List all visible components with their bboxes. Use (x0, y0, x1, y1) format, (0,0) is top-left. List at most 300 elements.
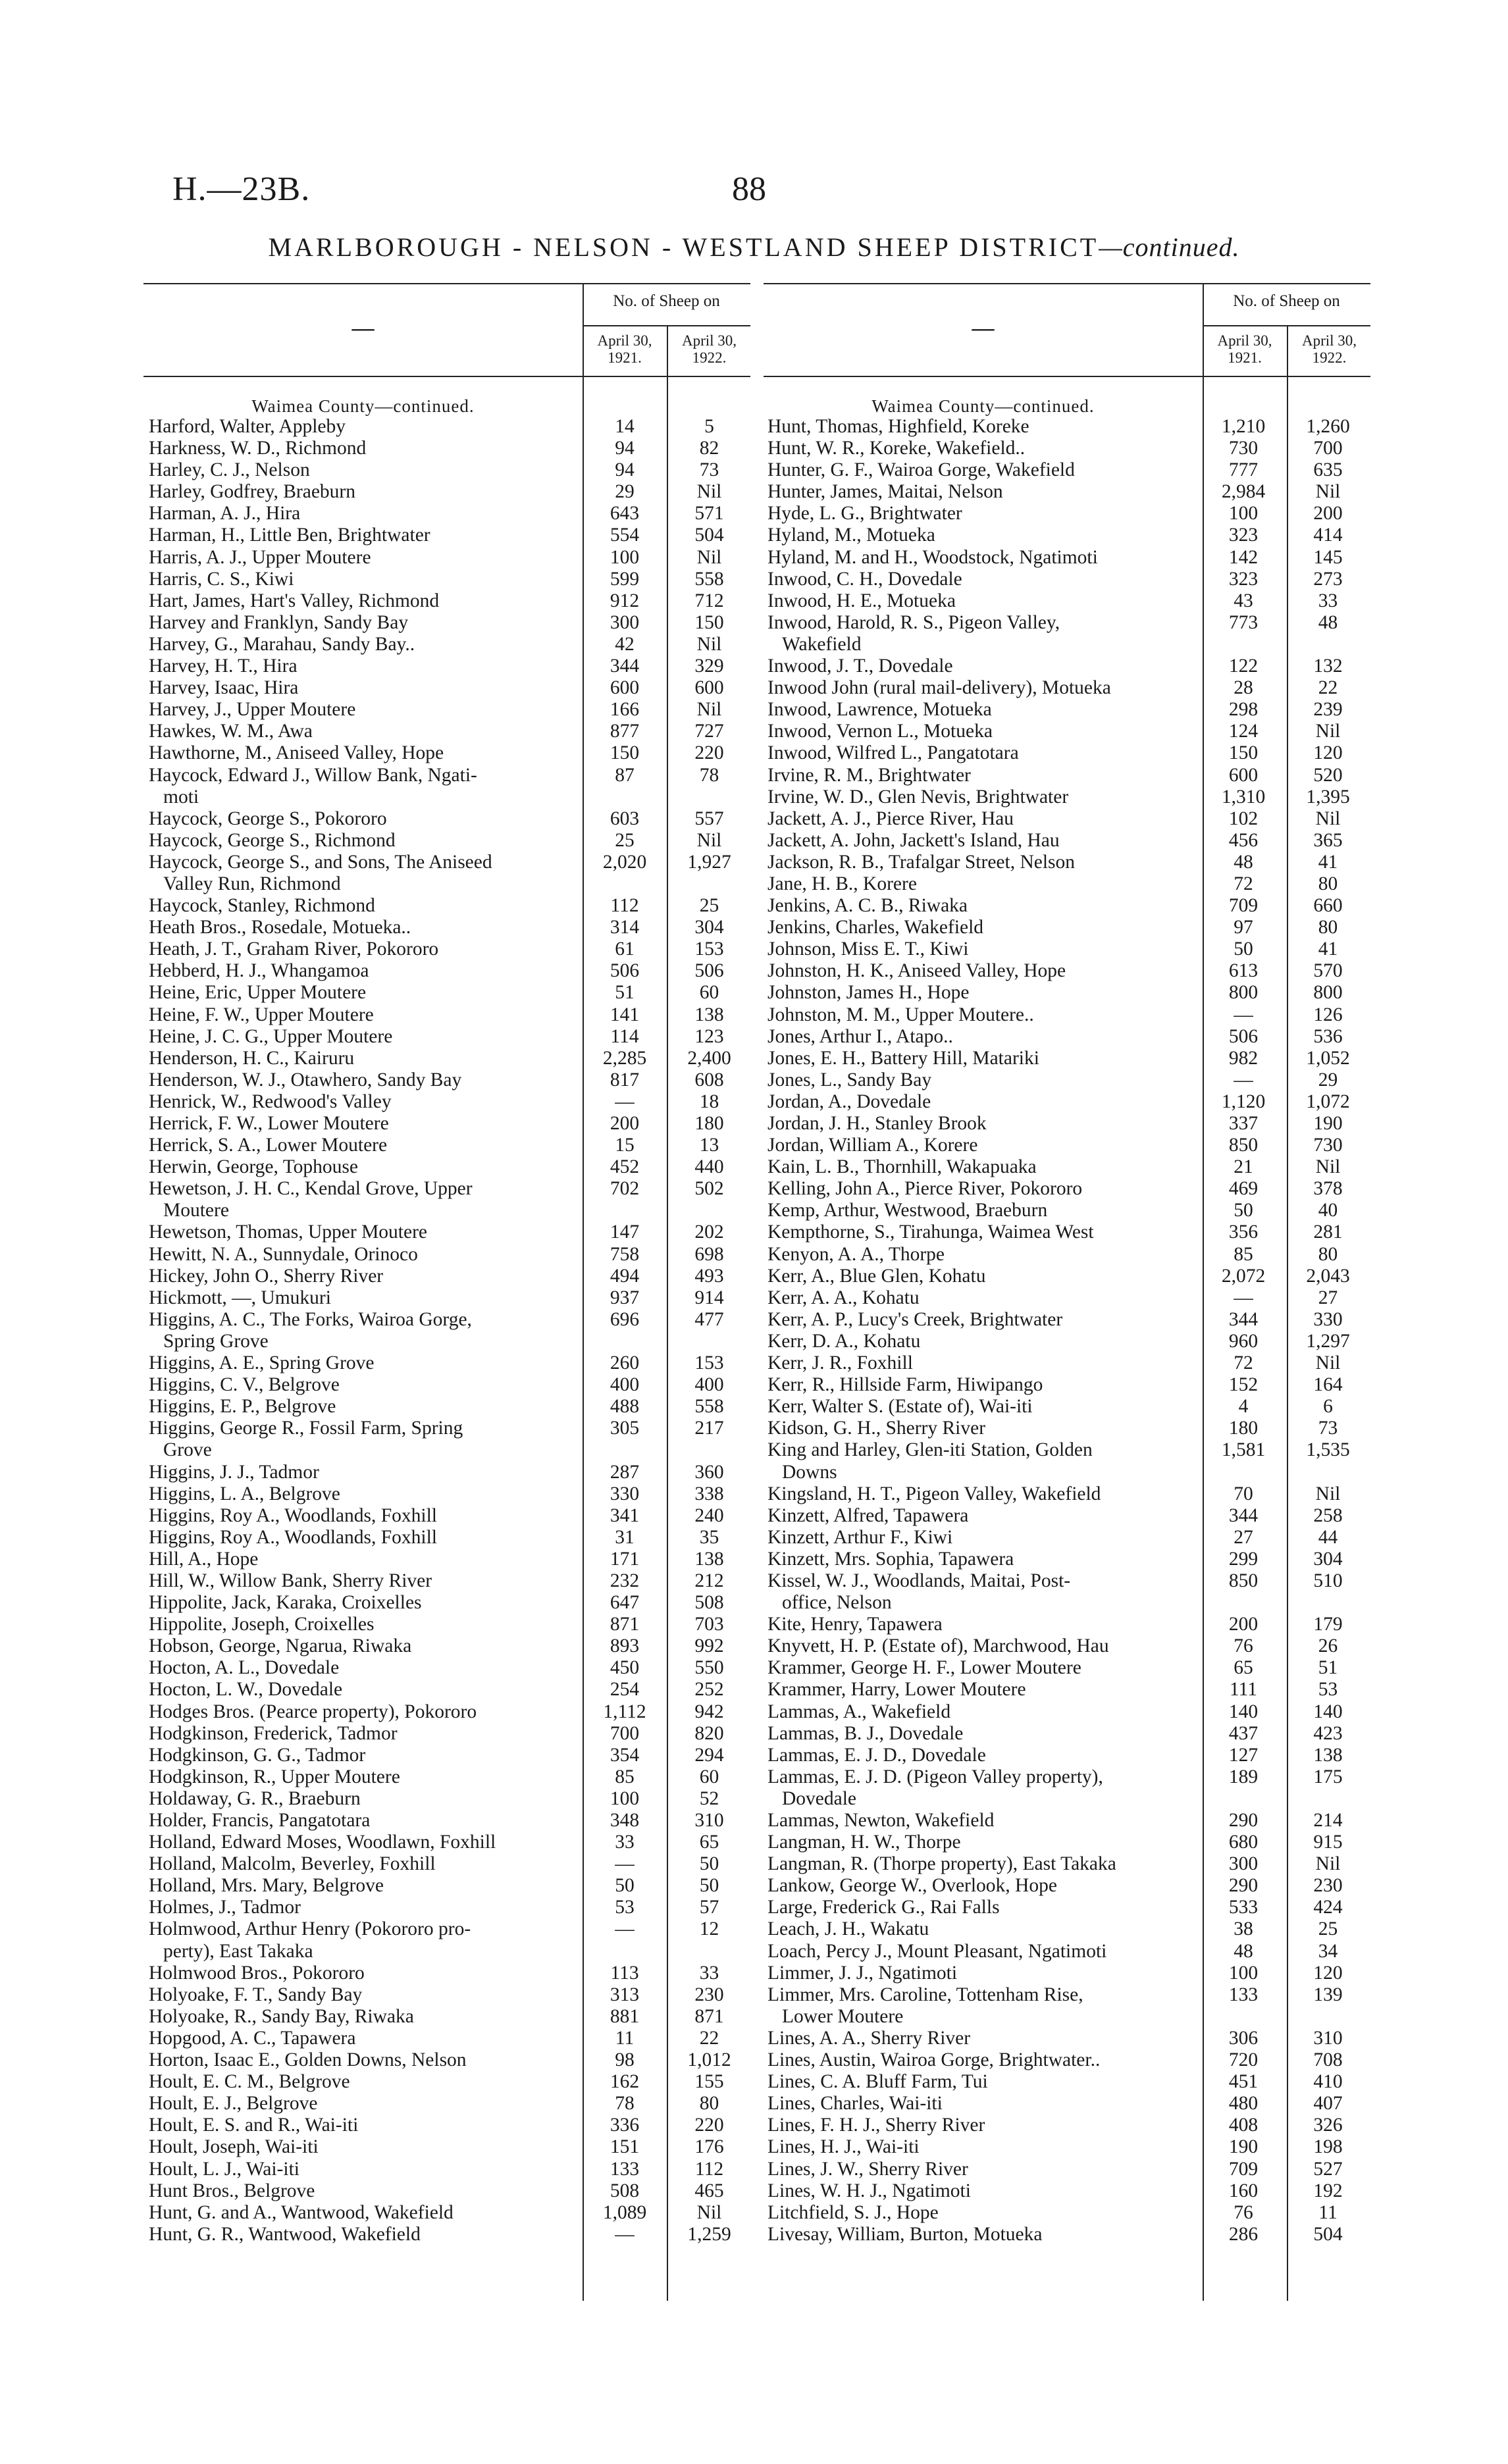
sheep-1922: 600 (694, 677, 724, 699)
owner-name: Kidson, G. H., Sherry River (767, 1418, 986, 1439)
sheep-1921: 180 (1228, 1418, 1259, 1439)
table-row (149, 1244, 750, 1266)
owner-name: Kinzett, Alfred, Tapawera (767, 1504, 969, 1526)
table-row (767, 1984, 1370, 2006)
sheep-1921: 554 (610, 525, 640, 546)
table-row (767, 808, 1370, 830)
sheep-1922: 22 (1318, 677, 1338, 699)
sheep-1922: 558 (694, 568, 724, 590)
table-row (149, 982, 750, 1004)
sheep-1922: 1,535 (1306, 1439, 1350, 1461)
sheep-1922: 708 (1313, 2049, 1343, 2071)
table-row (149, 1505, 750, 1527)
table-row (767, 938, 1370, 960)
sheep-1921: 1,581 (1221, 1439, 1266, 1461)
table-row (149, 1766, 750, 1788)
owner-name: Kinzett, Mrs. Sophia, Tapawera (767, 1548, 1014, 1570)
owner-name: Kerr, A., Blue Glen, Kohatu (767, 1265, 986, 1287)
owner-name: Hart, James, Hart's Valley, Richmond (149, 590, 440, 611)
owner-name: Large, Frederick G., Rai Falls (767, 1897, 1000, 1918)
sheep-1922: Nil (1315, 1853, 1341, 1875)
table-row (767, 503, 1370, 525)
sheep-1922: 1,297 (1306, 1330, 1350, 1352)
table-row (149, 1026, 750, 1048)
sheep-1921: 680 (1228, 1832, 1259, 1853)
table-row (767, 2006, 1370, 2028)
sheep-1922: 138 (1313, 1744, 1343, 1766)
owner-name: Holyoake, F. T., Sandy Bay (149, 1984, 363, 2005)
owner-name: Herrick, F. W., Lower Moutere (149, 1113, 389, 1134)
sheep-1921: 141 (610, 1004, 640, 1025)
sheep-1922: 192 (1313, 2180, 1343, 2201)
owner-name: Knyvett, H. P. (Estate of), Marchwood, Hau (767, 1635, 1109, 1657)
sheep-1921: 38 (1234, 1918, 1253, 1940)
sheep-1922: 120 (1313, 1962, 1343, 1984)
sheep-1921: 51 (615, 982, 635, 1004)
sheep-1922: 477 (694, 1308, 724, 1330)
table-row (149, 655, 750, 677)
sheep-1921: 31 (615, 1526, 635, 1548)
owner-name: Leach, J. H., Wakatu (767, 1918, 929, 1940)
sheep-1922: 155 (694, 2071, 724, 2093)
sheep-1921: 702 (610, 1178, 640, 1200)
table-row (149, 1200, 750, 1221)
table-row (149, 1592, 750, 1614)
sheep-1922: 1,052 (1306, 1047, 1350, 1069)
sheep-1922: 164 (1313, 1374, 1343, 1396)
table-row (149, 1156, 750, 1178)
table-row (149, 1549, 750, 1570)
sheep-1921: 456 (1228, 829, 1259, 851)
table-row (767, 699, 1370, 721)
sheep-1921: 14 (615, 416, 635, 437)
right-section-heading: Waimea County—continued. (871, 396, 1095, 416)
sheep-1922: 1,260 (1306, 416, 1350, 437)
sheep-1922: 212 (694, 1570, 724, 1591)
sheep-1921: 78 (615, 2093, 635, 2115)
sheep-1921: 871 (610, 1614, 640, 1635)
owner-name: Jenkins, Charles, Wakefield (767, 917, 984, 938)
table-row (149, 2180, 750, 2202)
right-owner-list (767, 416, 1370, 2246)
table-row (767, 1113, 1370, 1135)
sheep-1922: 200 (1313, 503, 1343, 525)
left-top-rule (143, 283, 750, 284)
table-row (149, 525, 750, 546)
sheep-1922: Nil (696, 699, 722, 721)
sheep-1922: 915 (1313, 1832, 1343, 1853)
table-row (767, 1221, 1370, 1243)
owner-name: Higgins, E. P., Belgrove (149, 1396, 336, 1418)
sheep-1921: 337 (1228, 1113, 1259, 1134)
sheep-1921: 11 (615, 2027, 635, 2049)
owner-name: Kissel, W. J., Woodlands, Maitai, Post- (767, 1570, 1071, 1591)
table-row (767, 982, 1370, 1004)
sheep-1922: 60 (699, 1766, 719, 1787)
sheep-1922: 423 (1313, 1722, 1343, 1744)
owner-name: Harris, C. S., Kiwi (149, 568, 294, 590)
sheep-1922: 558 (694, 1396, 724, 1418)
sheep-1921: 150 (1228, 742, 1259, 764)
sheep-1922: 220 (694, 2115, 724, 2136)
owner-name: Kerr, A. A., Kohatu (767, 1287, 920, 1308)
owner-name: Horton, Isaac E., Golden Downs, Nelson (149, 2049, 467, 2071)
table-row (149, 721, 750, 742)
sheep-1922: 424 (1313, 1897, 1343, 1918)
table-row (767, 438, 1370, 459)
sheep-1921: 709 (1228, 895, 1259, 917)
table-row (149, 1309, 750, 1331)
table-row (767, 1614, 1370, 1635)
sheep-1921: 2,984 (1221, 481, 1266, 503)
table-row (767, 1832, 1370, 1853)
sheep-1922: 310 (1313, 2027, 1343, 2049)
owner-name: Kinzett, Arthur F., Kiwi (767, 1526, 953, 1548)
sheep-1921: 937 (610, 1287, 640, 1308)
sheep-1922: 12 (699, 1918, 719, 1940)
sheep-1921: 893 (610, 1635, 640, 1657)
sheep-1922: 25 (1318, 1918, 1338, 1940)
table-row (767, 1527, 1370, 1549)
sheep-1921: 800 (1228, 982, 1259, 1004)
sheep-1921: 152 (1228, 1374, 1259, 1396)
table-row (767, 1091, 1370, 1113)
table-row (767, 1418, 1370, 1439)
table-row (767, 1941, 1370, 1963)
right-group-label: No. of Sheep on (1233, 292, 1340, 310)
sheep-1922: 871 (694, 2005, 724, 2027)
sheep-1921: 76 (1234, 1635, 1253, 1657)
owner-name: Hodgkinson, G. G., Tadmor (149, 1744, 366, 1766)
table-row (767, 547, 1370, 569)
table-row (149, 416, 750, 438)
sheep-1922: Nil (1315, 721, 1341, 742)
table-row (767, 2202, 1370, 2224)
sheep-1922: 80 (1318, 917, 1338, 938)
table-row (149, 1091, 750, 1113)
table-row (149, 2093, 750, 2115)
owner-name: Jane, H. B., Korere (767, 873, 917, 894)
owner-name: Hebberd, H. J., Whangamoa (149, 960, 369, 982)
sheep-1922: 310 (694, 1810, 724, 1831)
table-row (149, 2115, 750, 2136)
sheep-1921: 290 (1228, 1875, 1259, 1897)
sheep-1922: 153 (694, 938, 724, 960)
sheep-1921: 451 (1228, 2071, 1259, 2093)
sheep-1921: 286 (1228, 2223, 1259, 2245)
sheep-1921: 4 (1238, 1396, 1249, 1418)
sheep-1921: 33 (615, 1832, 635, 1853)
owner-name: Lammas, E. J. D., Dovedale (767, 1744, 986, 1766)
owner-name: Herwin, George, Tophouse (149, 1156, 359, 1178)
table-row (767, 1505, 1370, 1527)
owner-name: Harvey, G., Marahau, Sandy Bay.. (149, 633, 415, 655)
left-owner-list (149, 416, 750, 2246)
sheep-1921: 113 (610, 1962, 639, 1984)
sheep-1921: 709 (1228, 2158, 1259, 2180)
sheep-1922: 145 (1313, 546, 1343, 568)
owner-name: Inwood, Vernon L., Motueka (767, 721, 993, 742)
sheep-1922: 338 (694, 1483, 724, 1504)
sheep-1922: 712 (694, 590, 724, 611)
sheep-1921: 160 (1228, 2180, 1259, 2201)
sheep-1922: 440 (694, 1156, 724, 1178)
sheep-1922: 6 (1323, 1396, 1333, 1418)
owner-name: Lines, A. A., Sherry River (767, 2027, 971, 2049)
table-row (149, 1984, 750, 2006)
table-row (149, 2224, 750, 2246)
sheep-1921: 114 (610, 1025, 639, 1047)
right-owner-col-header: — (972, 316, 995, 340)
sheep-1921: 1,210 (1221, 416, 1266, 437)
sheep-1922: 190 (1313, 1113, 1343, 1134)
sheep-1921: 111 (1229, 1679, 1258, 1701)
owner-name: Holdaway, G. R., Braeburn (149, 1787, 361, 1809)
owner-name: Lines, J. W., Sherry River (767, 2158, 968, 2180)
sheep-1921: 330 (610, 1483, 640, 1504)
sheep-1922: Nil (696, 2201, 722, 2223)
sheep-1922: 1,072 (1306, 1091, 1350, 1112)
sheep-1921: 506 (1228, 1025, 1259, 1047)
table-row (767, 1266, 1370, 1287)
sheep-1921: 124 (1228, 721, 1259, 742)
sheep-1921: — (615, 2223, 635, 2245)
sheep-1921: 533 (1228, 1897, 1259, 1918)
title-main: MARLBOROUGH - NELSON - WESTLAND SHEEP DISTRICT (268, 232, 1099, 262)
owner-name: Holmwood Bros., Pokororo (149, 1962, 365, 1984)
owner-name: Hawthorne, M., Aniseed Valley, Hope (149, 742, 444, 764)
sheep-1921: 1,089 (602, 2201, 647, 2223)
right-group-rule (1203, 325, 1370, 326)
owner-name: Hodgkinson, Frederick, Tadmor (149, 1722, 398, 1744)
sheep-1921: 28 (1234, 677, 1253, 699)
table-row (767, 590, 1370, 612)
sheep-1922: 140 (1313, 1701, 1343, 1722)
sheep-1921: 171 (610, 1548, 640, 1570)
sheep-1922: 138 (694, 1004, 724, 1025)
table-row (767, 1331, 1370, 1352)
sheep-1922: 571 (694, 503, 724, 525)
owner-name: Jackett, A. John, Jackett's Island, Hau (767, 829, 1060, 851)
sheep-1922: Nil (1315, 808, 1341, 829)
sheep-1921: 720 (1228, 2049, 1259, 2071)
sheep-1921: 599 (610, 568, 640, 590)
sheep-1921: 50 (615, 1875, 635, 1897)
owner-name: Limmer, Mrs. Caroline, Tottenham Rise, (767, 1984, 1083, 2005)
table-row (149, 808, 750, 830)
sheep-1922: Nil (1315, 1156, 1341, 1178)
owner-name: Lines, Charles, Wai-iti (767, 2093, 943, 2115)
owner-name: Dovedale (782, 1787, 857, 1809)
sheep-1922: 2,400 (687, 1047, 731, 1069)
owner-name: Haycock, Stanley, Richmond (149, 895, 375, 917)
sheep-1921: 600 (610, 677, 640, 699)
table-row (767, 677, 1370, 699)
owner-name: Harman, H., Little Ben, Brightwater (149, 525, 430, 546)
table-row (767, 960, 1370, 982)
owner-name: Johnston, M. M., Upper Moutere.. (767, 1004, 1034, 1025)
table-row (767, 1918, 1370, 1940)
table-row (767, 1570, 1370, 1592)
table-row (767, 1462, 1370, 1483)
table-row (149, 1941, 750, 1963)
sheep-1921: 773 (1228, 611, 1259, 633)
owner-name: Harvey and Franklyn, Sandy Bay (149, 611, 409, 633)
sheep-1921: 506 (610, 960, 640, 982)
sheep-1921: — (615, 1091, 635, 1112)
sheep-1921: 102 (1228, 808, 1259, 829)
owner-name: Kerr, A. P., Lucy's Creek, Brightwater (767, 1308, 1063, 1330)
sheep-1921: 87 (615, 764, 635, 786)
owner-name: Hobson, George, Ngarua, Riwaka (149, 1635, 412, 1657)
table-row (149, 634, 750, 655)
table-row (149, 569, 750, 590)
table-row (149, 699, 750, 721)
table-row (149, 960, 750, 982)
table-row (767, 1156, 1370, 1178)
table-row (149, 1396, 750, 1418)
table-row (767, 786, 1370, 808)
sheep-1922: 214 (1313, 1810, 1343, 1831)
table-row (767, 2180, 1370, 2202)
table-row (149, 590, 750, 612)
sheep-1921: 43 (1234, 590, 1253, 611)
sheep-1921: 21 (1234, 1156, 1253, 1178)
table-row (767, 1679, 1370, 1701)
owner-name: Hewitt, N. A., Sunnydale, Orinoco (149, 1243, 418, 1265)
owner-name: Holland, Malcolm, Beverley, Foxhill (149, 1853, 436, 1875)
table-row (149, 1352, 750, 1374)
owner-name: Grove (163, 1439, 212, 1461)
table-row (767, 852, 1370, 873)
table-row (767, 895, 1370, 917)
owner-name: Jones, Arthur I., Atapo.. (767, 1025, 953, 1047)
table-row (767, 1875, 1370, 1897)
owner-name: Inwood, Wilfred L., Pangatotara (767, 742, 1019, 764)
owner-name: Henderson, H. C., Kairuru (149, 1047, 355, 1069)
owner-name: Jackett, A. J., Pierce River, Hau (767, 808, 1014, 829)
table-row (767, 873, 1370, 895)
table-row (149, 1679, 750, 1701)
owner-name: Higgins, C. V., Belgrove (149, 1374, 340, 1396)
table-row (149, 1113, 750, 1135)
sheep-1921: 200 (610, 1113, 640, 1134)
sheep-1921: 408 (1228, 2115, 1259, 2136)
owner-name: Inwood, H. E., Motueka (767, 590, 956, 611)
owner-name: Inwood, C. H., Dovedale (767, 568, 962, 590)
sheep-1921: 190 (1228, 2136, 1259, 2158)
sheep-1921: 100 (610, 546, 640, 568)
owner-name: Johnston, H. K., Aniseed Valley, Hope (767, 960, 1066, 982)
sheep-1921: 260 (610, 1352, 640, 1374)
owner-name: Lammas, E. J. D. (Pigeon Valley property), (767, 1766, 1103, 1787)
sheep-1922: 126 (1313, 1004, 1343, 1025)
sheep-1921: 2,072 (1221, 1265, 1266, 1287)
owner-name: Holder, Francis, Pangatotara (149, 1810, 371, 1831)
owner-name: Kelling, John A., Pierce River, Pokororo (767, 1178, 1083, 1200)
sheep-1921: 53 (615, 1897, 635, 1918)
owner-name: Harkness, W. D., Richmond (149, 438, 367, 459)
sheep-1921: 982 (1228, 1047, 1259, 1069)
table-row (149, 1221, 750, 1243)
page-reference: H.—23B. (172, 170, 311, 208)
owner-name: Heine, J. C. G., Upper Moutere (149, 1025, 393, 1047)
sheep-1921: 850 (1228, 1570, 1259, 1591)
owner-name: Holland, Edward Moses, Woodlawn, Foxhill (149, 1832, 496, 1853)
sheep-1922: Nil (696, 633, 722, 655)
table-row (149, 459, 750, 481)
owner-name: Hickmott, —, Umukuri (149, 1287, 331, 1308)
owner-name: Kempthorne, S., Tirahunga, Waimea West (767, 1221, 1094, 1243)
sheep-1921: 300 (1228, 1853, 1259, 1875)
sheep-1921: 61 (615, 938, 635, 960)
owner-name: Hoult, Joseph, Wai-iti (149, 2136, 319, 2158)
sheep-1921: 94 (615, 459, 635, 481)
owner-name: Irvine, W. D., Glen Nevis, Brightwater (767, 786, 1069, 808)
sheep-1922: 82 (699, 438, 719, 459)
sheep-1922: 800 (1313, 982, 1343, 1004)
table-row (149, 1527, 750, 1549)
owner-name: Langman, R. (Thorpe property), East Takaka (767, 1853, 1116, 1875)
owner-name: Hunt, G. R., Wantwood, Wakefield (149, 2223, 421, 2245)
owner-name: Kerr, R., Hillside Farm, Hiwipango (767, 1374, 1043, 1396)
table-row (149, 917, 750, 938)
owner-name: Higgins, A. C., The Forks, Wairoa Gorge, (149, 1308, 472, 1330)
table-row (149, 830, 750, 852)
sheep-1922: 176 (694, 2136, 724, 2158)
table-row (149, 1462, 750, 1483)
owner-name: Herrick, S. A., Lower Moutere (149, 1135, 388, 1156)
sheep-1922: 330 (1313, 1308, 1343, 1330)
sheep-1922: 112 (694, 2158, 724, 2180)
sheep-1921: — (615, 1853, 635, 1875)
table-row (149, 1635, 750, 1657)
sheep-1922: 510 (1313, 1570, 1343, 1591)
owner-name: Johnson, Miss E. T., Kiwi (767, 938, 969, 960)
owner-name: Hippolite, Jack, Karaka, Croixelles (149, 1592, 422, 1614)
owner-name: Hoult, E. J., Belgrove (149, 2093, 318, 2115)
sheep-1921: 100 (610, 1787, 640, 1809)
table-row (767, 1853, 1370, 1875)
left-section-heading: Waimea County—continued. (251, 396, 475, 416)
owner-name: Livesay, William, Burton, Motueka (767, 2223, 1043, 2245)
sheep-1922: 202 (694, 1221, 724, 1243)
sheep-1921: 298 (1228, 699, 1259, 721)
sheep-1922: 414 (1313, 525, 1343, 546)
table-row (767, 1549, 1370, 1570)
sheep-1921: 200 (1228, 1614, 1259, 1635)
owner-name: Hunt, Thomas, Highfield, Koreke (767, 416, 1029, 437)
table-row (149, 1963, 750, 1984)
sheep-1922: 700 (1313, 438, 1343, 459)
sheep-1922: 175 (1313, 1766, 1343, 1787)
table-row (767, 569, 1370, 590)
sheep-1921: 254 (610, 1679, 640, 1701)
owner-name: King and Harley, Glen-iti Station, Golden (767, 1439, 1093, 1461)
sheep-1921: 1,120 (1221, 1091, 1266, 1112)
sheep-1922: 50 (699, 1853, 719, 1875)
sheep-1922: 34 (1318, 1940, 1338, 1962)
sheep-1922: 2,043 (1306, 1265, 1350, 1287)
table-row (149, 1614, 750, 1635)
owner-name: Jackson, R. B., Trafalgar Street, Nelson (767, 851, 1076, 873)
sheep-1921: 960 (1228, 1330, 1259, 1352)
page-number: 88 (732, 170, 766, 208)
table-row (767, 1439, 1370, 1461)
table-row (149, 1048, 750, 1069)
table-row (767, 1483, 1370, 1505)
sheep-1922: 153 (694, 1352, 724, 1374)
